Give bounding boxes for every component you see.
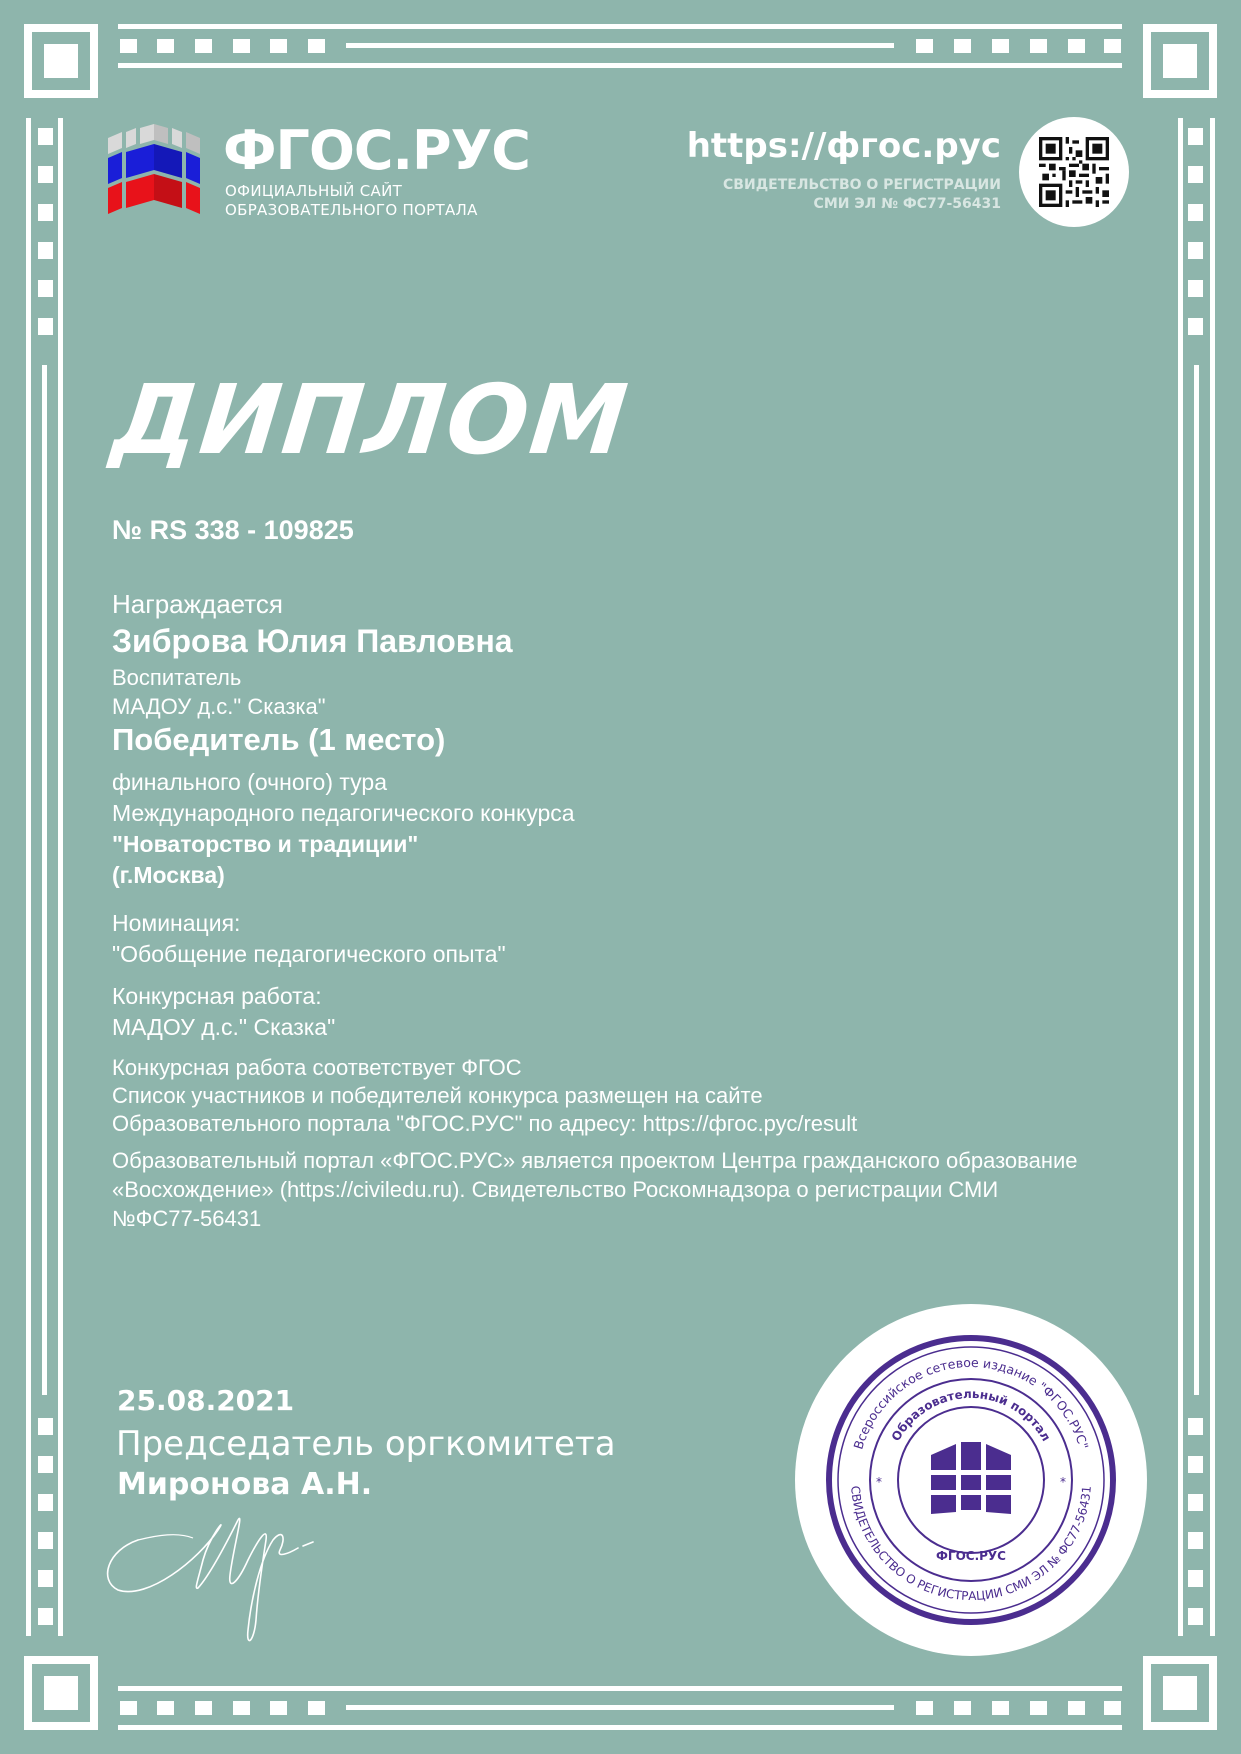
brand-subtitle: ОФИЦИАЛЬНЫЙ САЙТ: [225, 182, 403, 200]
recipient-name: Зиброва Юлия Павловна: [112, 623, 513, 659]
svg-text:*: *: [876, 1475, 882, 1489]
site-url-link[interactable]: https://фгос.рус: [686, 126, 1001, 166]
recipient-organization: МАДОУ д.с." Сказка": [112, 694, 326, 719]
seal-inner-text: Образовательный портал: [888, 1386, 1054, 1444]
results-list-text: Список участников и победителей конкурса размещен на сайте: [112, 1083, 763, 1108]
registration-text: СВИДЕТЕЛЬСТВО О РЕГИСТРАЦИИ: [723, 177, 1001, 193]
brand-name: ФГОС.РУС: [223, 119, 530, 182]
chair-name: Миронова А.Н.: [117, 1467, 373, 1502]
seal-badge: [795, 1304, 1147, 1656]
place-title: Победитель (1 место): [112, 722, 446, 757]
chair-title: Председатель оргкомитета: [116, 1424, 616, 1464]
portal-seal: [821, 1330, 1121, 1630]
round-text: финального (очного) тура: [112, 769, 387, 795]
nomination-label: Номинация:: [112, 910, 241, 936]
building-icon: [929, 1442, 1013, 1514]
about-portal-text: «Восхождение» (https://civiledu.ru). Свидетельство Роскомнадзора о регистрации СМИ: [112, 1177, 999, 1202]
diploma-title: ДИПЛОМ: [107, 364, 634, 476]
work-value: МАДОУ д.с." Сказка": [112, 1014, 336, 1040]
contest-name: "Новаторство и традиции": [112, 831, 419, 857]
cube-flag-logo-icon: [108, 124, 200, 220]
seal-outer-text: Всероссийское сетевое издание "ФГОС.РУС": [850, 1354, 1092, 1452]
registration-text: СМИ ЭЛ № ФС77-56431: [813, 196, 1001, 212]
recipient-position: Воспитатель: [112, 665, 242, 690]
qr-code-icon: [1039, 137, 1109, 207]
signature-icon: [98, 1480, 348, 1650]
contest-city: (г.Москва): [112, 862, 225, 888]
svg-text:*: *: [1060, 1475, 1066, 1489]
about-portal-text: №ФС77-56431: [112, 1206, 262, 1231]
contest-text: Международного педагогического конкурса: [112, 800, 575, 826]
seal-bottom-text: СВИДЕТЕЛЬСТВО О РЕГИСТРАЦИИ СМИ ЭЛ № ФС77-56431: [848, 1485, 1094, 1604]
nomination-value: "Обобщение педагогического опыта": [112, 941, 506, 967]
compliance-text: Конкурсная работа соответствует ФГОС: [112, 1055, 522, 1080]
seal-center-label: ФГОС.РУС: [936, 1549, 1006, 1563]
qr-code-badge: [1019, 117, 1129, 227]
diploma-number: № RS 338 - 109825: [112, 515, 354, 545]
awarded-label: Награждается: [112, 589, 283, 619]
work-label: Конкурсная работа:: [112, 983, 322, 1009]
about-portal-text: Образовательный портал «ФГОС.РУС» является проектом Центра гражданского образование: [112, 1148, 1078, 1173]
issue-date: 25.08.2021: [117, 1384, 295, 1417]
results-list-text: Образовательного портала "ФГОС.РУС" по адресу: https://фгос.рус/result: [112, 1111, 858, 1136]
brand-subtitle: ОБРАЗОВАТЕЛЬНОГО ПОРТАЛА: [225, 201, 478, 219]
